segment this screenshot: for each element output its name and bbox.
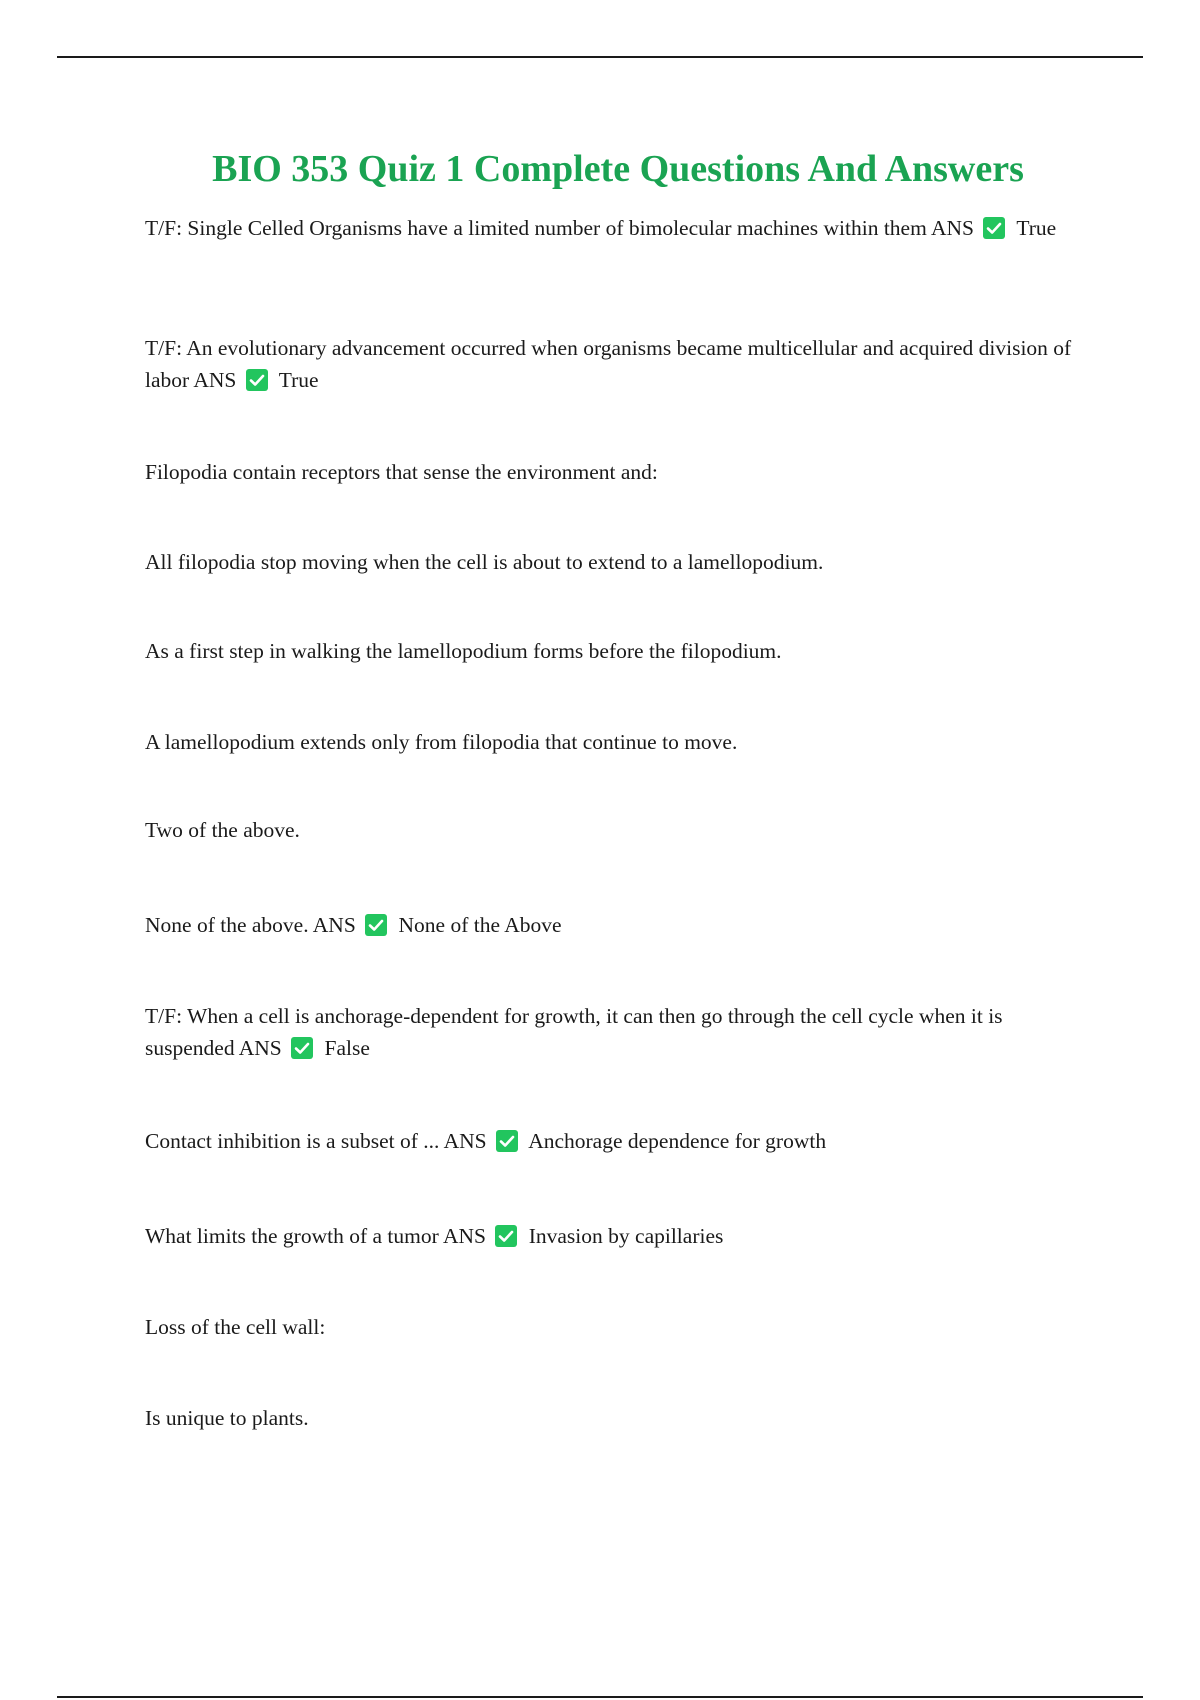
qa-item-1: [145, 212, 1075, 244]
qa-item-7: [145, 814, 1075, 846]
question-text: T/F: Single Celled Organisms have a limited number of bimolecular machines within them ANS: [145, 216, 975, 240]
qa-item-6: [145, 726, 1075, 758]
qa-item-8: [145, 909, 1075, 941]
check-box-icon: [496, 1130, 518, 1152]
qa-item-2: [145, 332, 1075, 396]
document-title: BIO 353 Quiz 1 Complete Questions And Answers: [212, 148, 1024, 190]
question-text: T/F: When a cell is anchorage-dependent for growth, it can then go through the cell cycle when it is suspended ANS: [145, 1004, 1003, 1060]
qa-item-4: [145, 546, 1075, 578]
answer-text: True: [1016, 216, 1057, 240]
qa-item-10: [145, 1125, 1075, 1157]
question-text: A lamellopodium extends only from filopodia that continue to move.: [145, 730, 738, 754]
question-text: Filopodia contain receptors that sense the environment and:: [145, 460, 658, 484]
answer-text: True: [278, 368, 319, 392]
answer-text: Anchorage dependence for growth: [528, 1129, 827, 1153]
qa-item-11: [145, 1220, 1075, 1252]
question-text: Contact inhibition is a subset of ... ANS: [145, 1129, 487, 1153]
question-text: None of the above. ANS: [145, 913, 356, 937]
qa-item-3: [145, 456, 1075, 488]
qa-item-13: [145, 1402, 1075, 1434]
check-box-icon: [246, 369, 268, 391]
check-box-icon: [291, 1037, 313, 1059]
bottom-rule: [57, 1696, 1143, 1698]
check-box-icon: [495, 1225, 517, 1247]
check-box-icon: [983, 217, 1005, 239]
question-text: Loss of the cell wall:: [145, 1315, 326, 1339]
qa-item-5: [145, 635, 1075, 667]
qa-item-9: [145, 1000, 1075, 1064]
question-text: T/F: An evolutionary advancement occurred when organisms became multicellular and acquired division of labor ANS: [145, 336, 1072, 392]
question-text: What limits the growth of a tumor ANS: [145, 1224, 486, 1248]
top-rule: [57, 56, 1143, 58]
check-box-icon: [365, 914, 387, 936]
answer-text: Invasion by capillaries: [528, 1224, 724, 1248]
answer-text: None of the Above: [398, 913, 562, 937]
qa-item-12: [145, 1311, 1075, 1343]
answer-text: False: [324, 1036, 370, 1060]
question-text: As a first step in walking the lamellopodium forms before the filopodium.: [145, 639, 782, 663]
question-text: Two of the above.: [145, 818, 300, 842]
question-text: Is unique to plants.: [145, 1406, 309, 1430]
question-text: All filopodia stop moving when the cell is about to extend to a lamellopodium.: [145, 550, 824, 574]
